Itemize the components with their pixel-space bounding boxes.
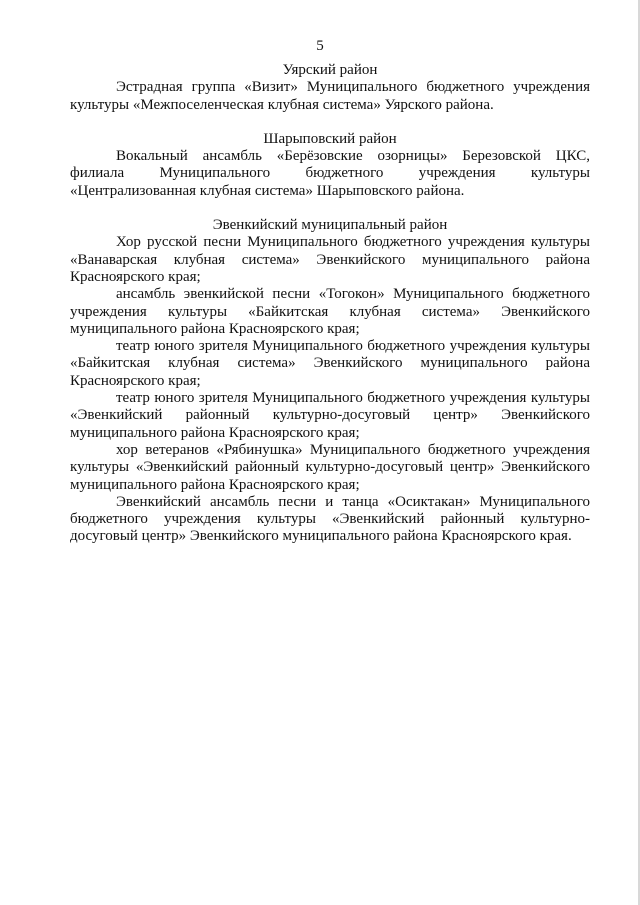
- paragraph: ансамбль эвенкийской песни «Тогокон» Муниципального бюджетного учреждения культуры «Байкитская клубная система» Эвенкийского муниципального района Красноярского края;: [70, 286, 590, 337]
- document-body: [70, 62, 590, 546]
- section-sharypovo: [70, 131, 590, 200]
- paragraph: Хор русской песни Муниципального бюджетного учреждения культуры «Ванаварская клубная система» Эвенкийского муниципального района Красноярского края;: [70, 234, 590, 285]
- paragraph: театр юного зрителя Муниципального бюджетного учреждения культуры «Эвенкийский районный культурно-досуговый центр» Эвенкийского муниципального района Красноярского края;: [70, 390, 590, 441]
- paragraph: Эвенкийский ансамбль песни и танца «Осиктакан» Муниципального бюджетного учреждения культуры «Эвенкийский районный культурно-досуговый центр» Эвенкийского муниципального района Красноярского края.: [70, 493, 590, 545]
- paragraph: Вокальный ансамбль «Берёзовские озорницы» Березовской ЦКС, филиала Муниципального бюджетного учреждения культуры «Централизованная клубная система» Шарыповского района.: [70, 148, 590, 199]
- section-evenki: [70, 217, 590, 546]
- paragraph: хор ветеранов «Рябинушка» Муниципального бюджетного учреждения культуры «Эвенкийский районный культурно-досуговый центр» Эвенкийского муниципального района Красноярского края;: [70, 441, 590, 493]
- section-uyar: [70, 62, 590, 114]
- section-title: Шарыповский район: [263, 130, 397, 147]
- page-number: 5: [316, 38, 324, 54]
- paragraph: театр юного зрителя Муниципального бюджетного учреждения культуры «Байкитская клубная система» Эвенкийского муниципального района Красноярского края;: [70, 338, 590, 389]
- paragraph: Эстрадная группа «Визит» Муниципального бюджетного учреждения культуры «Межпоселенческая клубная система» Уярского района.: [70, 79, 590, 113]
- section-title: Эвенкийский муниципальный район: [212, 217, 448, 234]
- section-title: Уярский район: [282, 62, 378, 78]
